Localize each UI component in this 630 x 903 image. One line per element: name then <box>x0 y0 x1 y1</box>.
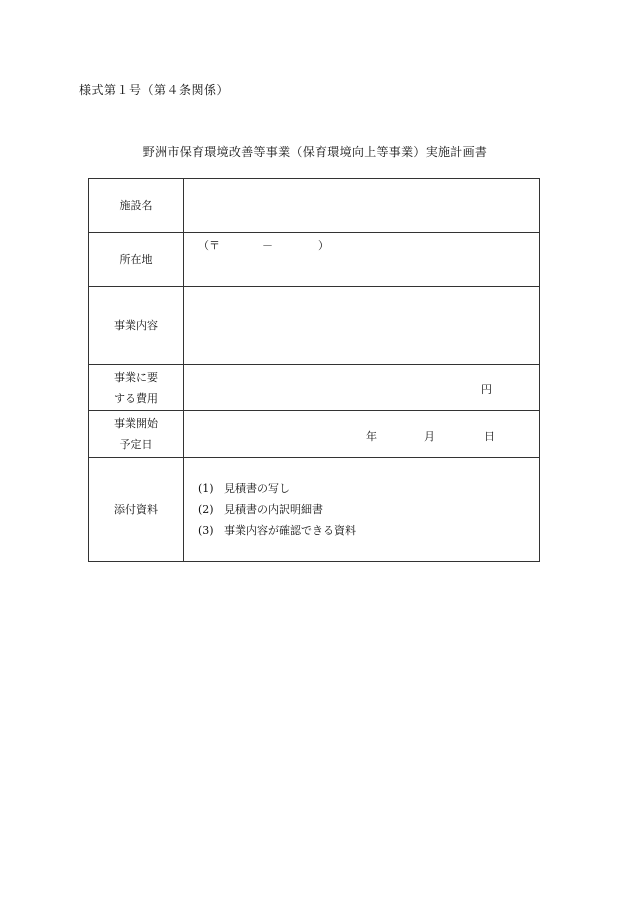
attachment-number: (2) <box>198 503 214 516</box>
list-item <box>198 478 539 499</box>
content-row <box>89 287 540 365</box>
cost-row <box>89 365 540 411</box>
facility-label: 施設名 <box>89 179 184 233</box>
address-label: 所在地 <box>89 233 184 287</box>
address-row <box>89 233 540 287</box>
list-item <box>198 520 539 541</box>
start-date-label <box>89 411 184 458</box>
date-day-unit: 日 <box>484 430 495 443</box>
attachment-text: 見積書の内訳明細書 <box>224 503 323 516</box>
attachment-text: 見積書の写し <box>224 482 290 495</box>
date-month-unit: 月 <box>424 430 435 443</box>
postal-close: ） <box>318 239 329 252</box>
attachments-row <box>89 458 540 562</box>
attachments-label: 添付資料 <box>89 458 184 562</box>
cost-value-cell[interactable] <box>184 365 540 411</box>
facility-value-cell[interactable] <box>184 179 540 233</box>
start-date-row <box>89 411 540 458</box>
attachments-value-cell <box>184 458 540 562</box>
plan-form-table <box>88 178 540 562</box>
list-item <box>198 499 539 520</box>
attachments-list <box>184 478 539 541</box>
cost-label-line2: する費用 <box>114 391 158 405</box>
attachment-number: (1) <box>198 482 214 495</box>
yen-unit: 円 <box>481 383 492 396</box>
start-label-line1: 事業開始 <box>114 417 158 430</box>
cost-label-line1: 事業に要 <box>114 370 158 384</box>
document-title: 野洲市保育環境改善等事業（保育環境向上等事業）実施計画書 <box>142 145 488 159</box>
attachment-number: (3) <box>198 524 214 537</box>
content-value-cell[interactable] <box>184 287 540 365</box>
form-number: 様式第１号（第４条関係） <box>79 83 230 97</box>
facility-row <box>89 179 540 233</box>
postal-open: （〒 <box>198 239 220 252</box>
address-value-cell[interactable] <box>184 233 540 287</box>
cost-label <box>89 365 184 411</box>
attachment-text: 事業内容が確認できる資料 <box>224 524 356 537</box>
postal-dash: － <box>262 239 273 252</box>
date-year-unit: 年 <box>366 430 377 443</box>
content-label: 事業内容 <box>89 287 184 365</box>
start-date-value-cell[interactable] <box>184 411 540 458</box>
start-label-line2: 予定日 <box>119 438 153 451</box>
